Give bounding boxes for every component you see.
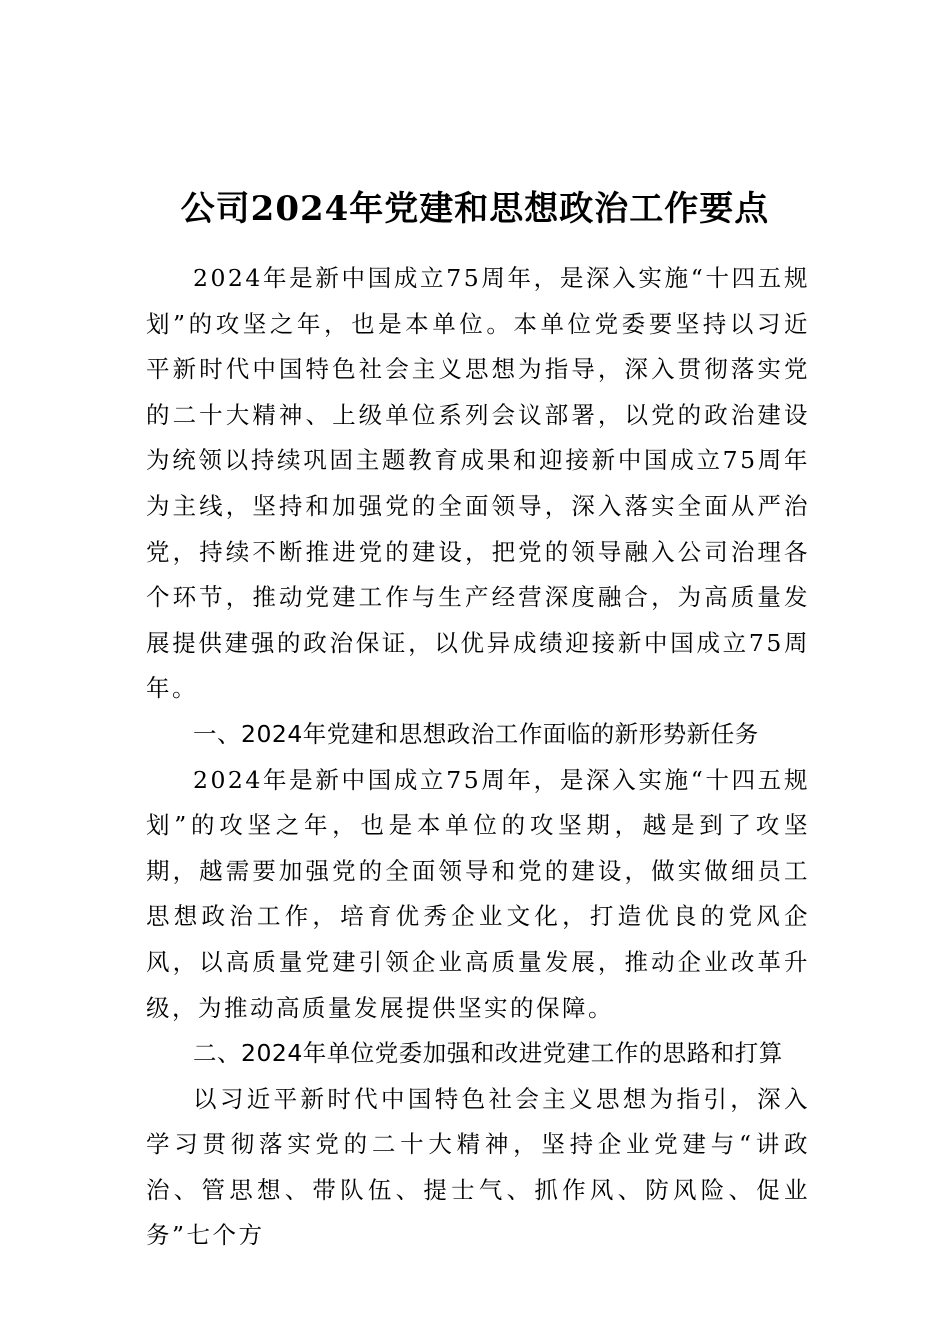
section-heading-2: 二、2024年单位党委加强和改进党建工作的思路和打算	[193, 1039, 783, 1068]
section-paragraph-1: 2024年是新中国成立75周年，是深入实施“十四五规划”的攻坚之年，也是本单位的攻坚期，越是到了攻坚期，越需要加强党的全面领导和党的建设，做实做细员工思想政治工作，培育优秀企业文化，打造优良的党风企风，以高质量党建引领企业高质量发展，推动企业改革升级，为推动高质量发展提供坚实的保障。	[146, 765, 810, 1022]
document-title: 公司2024年党建和思想政治工作要点	[180, 188, 770, 229]
section-heading-1: 一、2024年党建和思想政治工作面临的新形势新任务	[193, 719, 759, 748]
section-paragraph-2: 以习近平新时代中国特色社会主义思想为指引，深入学习贯彻落实党的二十大精神，坚持企业党建与“讲政治、管思想、带队伍、提士气、抓作风、防风险、促业务”七个方	[146, 1084, 810, 1250]
document-body	[146, 256, 810, 1259]
intro-paragraph: 2024年是新中国成立75周年，是深入实施“十四五规划”的攻坚之年，也是本单位。本单位党委要坚持以习近平新时代中国特色社会主义思想为指导，深入贯彻落实党的二十大精神、上级单位系列会议部署，以党的政治建设为统领以持续巩固主题教育成果和迎接新中国成立75周年为主线，坚持和加强党的全面领导，深入落实全面从严治党，持续不断推进党的建设，把党的领导融入公司治理各个环节，推动党建工作与生产经营深度融合，为高质量发展提供建强的政治保证，以优异成绩迎接新中国成立75周年。	[146, 264, 810, 703]
